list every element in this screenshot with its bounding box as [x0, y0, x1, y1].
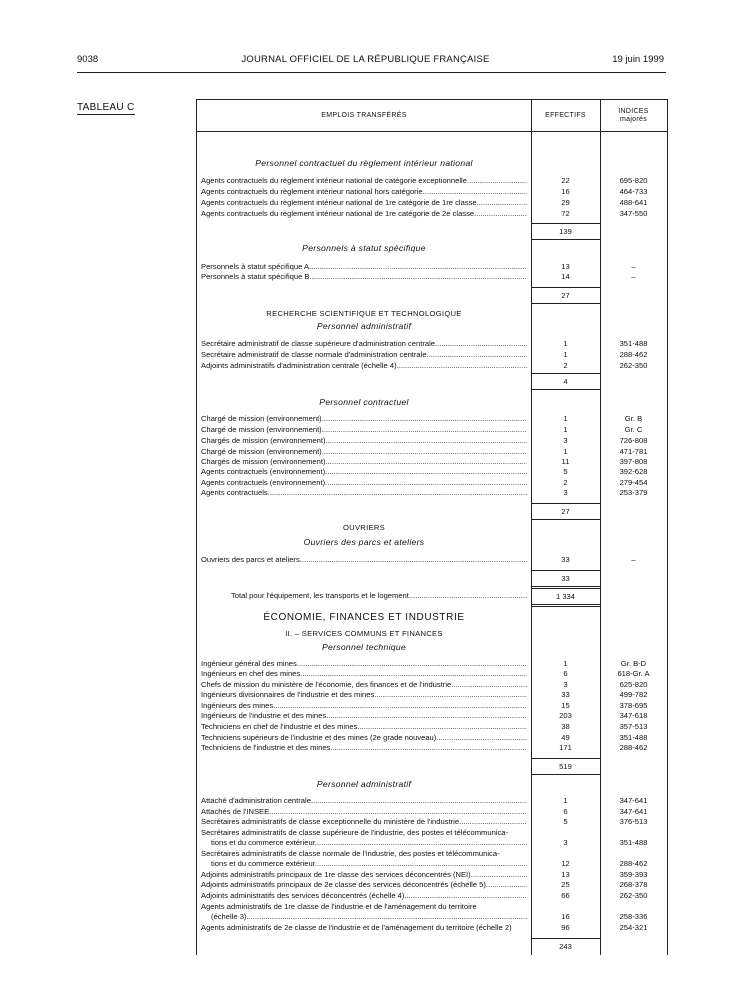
row-indices: 262-350 — [619, 891, 648, 900]
table-row — [197, 208, 667, 219]
table-row — [197, 175, 667, 186]
row-indices: 499-782 — [619, 690, 648, 699]
row-label: Chefs de mission du ministère de l'économie, des finances et de l'industrie ..... — [201, 679, 527, 690]
row-effectifs: 14 — [561, 272, 570, 281]
row-indices: 695-820 — [619, 176, 648, 185]
row-effectifs: 1 — [563, 350, 568, 359]
row-effectifs: 6 — [563, 807, 568, 816]
row-indices: 288-462 — [619, 743, 648, 752]
row-indices: 279-454 — [619, 478, 648, 487]
table-header — [197, 100, 667, 132]
table-row — [197, 271, 667, 282]
section-title: Personnel contractuel du règlement intérieur national — [255, 158, 473, 168]
section-total: 4 — [531, 373, 600, 390]
row-effectifs: 49 — [561, 733, 570, 742]
header-indices-line1: INDICES — [618, 107, 649, 115]
row-effectifs: 5 — [563, 817, 568, 826]
row-label: Personnels à statut spécifique A ..... — [201, 261, 527, 272]
row-effectifs: 25 — [561, 880, 570, 889]
row-label: Agents contractuels du règlement intérieur national de 1re catégorie de 2e classe ..... — [201, 208, 527, 219]
row-effectifs: 33 — [561, 690, 570, 699]
row-indices: 376-513 — [619, 817, 648, 826]
row-indices: Gr. B-D — [620, 659, 647, 668]
row-indices: 254-321 — [619, 923, 648, 932]
row-indices: – — [631, 272, 636, 281]
row-label-line2: tions et du commerce extérieur ..... — [211, 858, 527, 869]
row-effectifs: 203 — [559, 711, 572, 720]
header-emplois: EMPLOIS TRANSFÉRÉS — [321, 111, 407, 119]
row-indices: 268-378 — [619, 880, 648, 889]
publication-date: 19 juin 1999 — [612, 54, 664, 65]
table-row — [197, 197, 667, 208]
row-indices: – — [631, 555, 636, 564]
row-label: Chargés de mission (environnement) ..... — [201, 456, 527, 467]
row-indices: 351-488 — [619, 838, 648, 847]
row-indices: 618-Gr. A — [617, 669, 650, 678]
row-label: Chargé de mission (environnement) ..... — [201, 446, 527, 457]
row-indices: Gr. C — [624, 425, 643, 434]
row-effectifs: 1 — [563, 659, 568, 668]
row-effectifs: 1 — [563, 339, 568, 348]
row-label: Personnels à statut spécifique B ..... — [201, 271, 527, 282]
row-label: Ingénieurs des mines ..... — [201, 700, 527, 711]
header-rule — [77, 72, 666, 73]
section-total: 33 — [531, 570, 600, 587]
row-effectifs: 13 — [561, 870, 570, 879]
row-indices: 347-641 — [619, 796, 648, 805]
table-row — [197, 466, 667, 477]
journal-title: JOURNAL OFFICIEL DE LA RÉPUBLIQUE FRANÇAISE — [241, 54, 490, 65]
employment-table — [196, 99, 668, 955]
row-label: Agents contractuels du règlement intérieur national hors catégorie ..... — [201, 186, 527, 197]
grand-total: 1 334 — [531, 588, 600, 607]
header-indices-line2: majorés — [620, 115, 647, 123]
row-label: Techniciens en chef de l'industrie et des mines ..... — [201, 721, 527, 732]
row-label-line1: Agents administratifs de 1re classe de l'industrie et de l'aménagement du territoire — [201, 902, 477, 911]
row-indices: 464-733 — [619, 187, 648, 196]
row-effectifs: 5 — [563, 467, 568, 476]
row-effectifs: 6 — [563, 669, 568, 678]
row-label-line2: (échelle 3) ..... — [211, 911, 527, 922]
row-indices: 351-488 — [619, 733, 648, 742]
row-effectifs: 15 — [561, 701, 570, 710]
row-label: Agents contractuels (environnement) ..... — [201, 477, 527, 488]
row-indices: 351-488 — [619, 339, 648, 348]
section-title: Personnel administratif — [316, 779, 412, 789]
row-effectifs: 72 — [561, 209, 570, 218]
table-row — [197, 858, 667, 869]
row-label-line1: Secrétaires administratifs de classe normale de l'industrie, des postes et télécommunica- — [201, 849, 500, 858]
row-effectifs: 1 — [563, 796, 568, 805]
row-indices: 471-781 — [619, 447, 648, 456]
row-label: Agents contractuels du règlement intérieur national de catégorie exceptionnelle ..... — [201, 175, 527, 186]
grand-total-label: Total pour l'équipement, les transports et le logement ..... — [231, 590, 527, 601]
table-row — [197, 742, 667, 753]
row-label: Attachés de l'INSEE ..... — [201, 806, 527, 817]
row-effectifs: 3 — [563, 488, 568, 497]
table-row — [197, 413, 667, 424]
row-label: Ingénieurs divisionnaires de l'industrie et des mines ..... — [201, 689, 527, 700]
row-effectifs: 3 — [563, 838, 568, 847]
row-indices: 397-808 — [619, 457, 648, 466]
row-effectifs: 12 — [561, 859, 570, 868]
row-effectifs: 33 — [561, 555, 570, 564]
table-row — [197, 837, 667, 848]
section-total: 139 — [531, 223, 600, 240]
table-row — [197, 816, 667, 827]
section-caption: RECHERCHE SCIENTIFIQUE ET TECHNOLOGIQUE — [266, 309, 462, 318]
row-effectifs: 1 — [563, 425, 568, 434]
section-total: 519 — [531, 758, 600, 775]
row-indices: 347-550 — [619, 209, 648, 218]
table-row — [197, 338, 667, 349]
section-title: Personnel contractuel — [319, 397, 409, 407]
row-indices: 625-820 — [619, 680, 648, 689]
table-row — [197, 668, 667, 679]
row-effectifs: 1 — [563, 414, 568, 423]
ministry-title: ÉCONOMIE, FINANCES ET INDUSTRIE — [263, 612, 465, 623]
section-title: Personnel technique — [321, 642, 407, 652]
row-label: Ouvriers des parcs et ateliers ..... — [201, 554, 527, 565]
row-indices: 378-695 — [619, 701, 648, 710]
table-row — [197, 922, 667, 933]
table-row — [197, 349, 667, 360]
row-label: Ingénieur général des mines ..... — [201, 658, 527, 669]
section-total: 243 — [531, 938, 600, 954]
table-row — [197, 360, 667, 371]
row-label: Agents administratifs de 2e classe de l'industrie et de l'aménagement du territoire (échelle 2) — [201, 923, 512, 932]
row-indices: Gr. B — [624, 414, 643, 423]
row-indices: 288-462 — [619, 859, 648, 868]
row-indices: – — [631, 262, 636, 271]
row-effectifs: 1 — [563, 447, 568, 456]
row-effectifs: 2 — [563, 478, 568, 487]
table-row — [197, 435, 667, 446]
tableau-label: TABLEAU C — [77, 102, 135, 113]
table-row — [197, 554, 667, 565]
header-indices — [600, 100, 667, 131]
table-row — [197, 487, 667, 498]
row-effectifs: 16 — [561, 187, 570, 196]
table-row — [197, 721, 667, 732]
row-indices: 288-462 — [619, 350, 648, 359]
table-row — [197, 689, 667, 700]
row-label-line2: tions et du commerce extérieur ..... — [211, 837, 527, 848]
row-label: Techniciens de l'industrie et des mines ..... — [201, 742, 527, 753]
row-label-line1: Secrétaires administratifs de classe supérieure de l'industrie, des postes et télécommunica- — [201, 828, 509, 837]
row-effectifs: 3 — [563, 680, 568, 689]
section-caption: OUVRIERS — [342, 523, 386, 532]
row-label: Secrétaire administratif de classe normale d'administration centrale ..... — [201, 349, 527, 360]
row-effectifs: 38 — [561, 722, 570, 731]
row-label: Secrétaire administratif de classe supérieure d'administration centrale ..... — [201, 338, 527, 349]
row-label: Adjoints administratifs principaux de 1re classe des services déconcentrés (NEI) ..... — [201, 869, 527, 880]
row-effectifs: 13 — [561, 262, 570, 271]
row-indices: 347-618 — [619, 711, 648, 720]
row-label: Adjoints administratifs des services déconcentrés (échelle 4) ..... — [201, 890, 527, 901]
row-effectifs: 29 — [561, 198, 570, 207]
row-indices: 258-336 — [619, 912, 648, 921]
section-title: Personnel administratif — [316, 321, 412, 331]
row-indices: 262-350 — [619, 361, 648, 370]
section-total: 27 — [531, 287, 600, 304]
row-effectifs: 22 — [561, 176, 570, 185]
table-row — [197, 186, 667, 197]
row-effectifs: 16 — [561, 912, 570, 921]
row-label: Chargé de mission (environnement) ..... — [201, 413, 527, 424]
section-caption: II. – SERVICES COMMUNS ET FINANCES — [285, 629, 443, 638]
section-title: Ouvriers des parcs et ateliers — [303, 537, 425, 547]
row-label: Agents contractuels ..... — [201, 487, 527, 498]
row-effectifs: 66 — [561, 891, 570, 900]
row-indices: 726-808 — [619, 436, 648, 445]
row-indices: 392-628 — [619, 467, 648, 476]
table-row — [197, 890, 667, 901]
row-effectifs: 2 — [563, 361, 568, 370]
row-effectifs: 11 — [561, 457, 570, 466]
row-indices: 357-513 — [619, 722, 648, 731]
row-label: Techniciens supérieurs de l'industrie et des mines (2e grade nouveau) ..... — [201, 732, 527, 743]
row-indices: 347-641 — [619, 807, 648, 816]
page-number: 9038 — [77, 54, 99, 65]
table-row — [197, 879, 667, 890]
row-indices: 359-393 — [619, 870, 648, 879]
row-label: Chargé de mission (environnement) ..... — [201, 424, 527, 435]
row-label: Ingénieurs en chef des mines ..... — [201, 668, 527, 679]
row-label: Agents contractuels du règlement intérieur national de 1re catégorie de 1re classe ..... — [201, 197, 527, 208]
table-row — [197, 911, 667, 922]
row-label: Adjoints administratifs d'administration centrale (échelle 4) ..... — [201, 360, 527, 371]
row-label: Adjoints administratifs principaux de 2e classe des services déconcentrés (échelle 5) ..... — [201, 879, 527, 890]
header-effectifs: EFFECTIFS — [545, 111, 586, 119]
table-row — [197, 795, 667, 806]
row-label: Chargés de mission (environnement) ..... — [201, 435, 527, 446]
row-label: Secrétaires administratifs de classe exceptionnelle du ministère de l'industrie ..... — [201, 816, 527, 827]
section-title: Personnels à statut spécifique — [302, 243, 426, 253]
row-indices: 253-379 — [619, 488, 648, 497]
table-row — [197, 710, 667, 721]
row-effectifs: 3 — [563, 436, 568, 445]
row-label: Attaché d'administration centrale ..... — [201, 795, 527, 806]
table-row — [197, 424, 667, 435]
row-indices: 488-641 — [619, 198, 648, 207]
row-label: Ingénieurs de l'industrie et des mines ..... — [201, 710, 527, 721]
section-total: 27 — [531, 503, 600, 520]
row-label: Agents contractuels (environnement) ..... — [201, 466, 527, 477]
row-effectifs: 96 — [561, 923, 570, 932]
row-effectifs: 171 — [559, 743, 572, 752]
